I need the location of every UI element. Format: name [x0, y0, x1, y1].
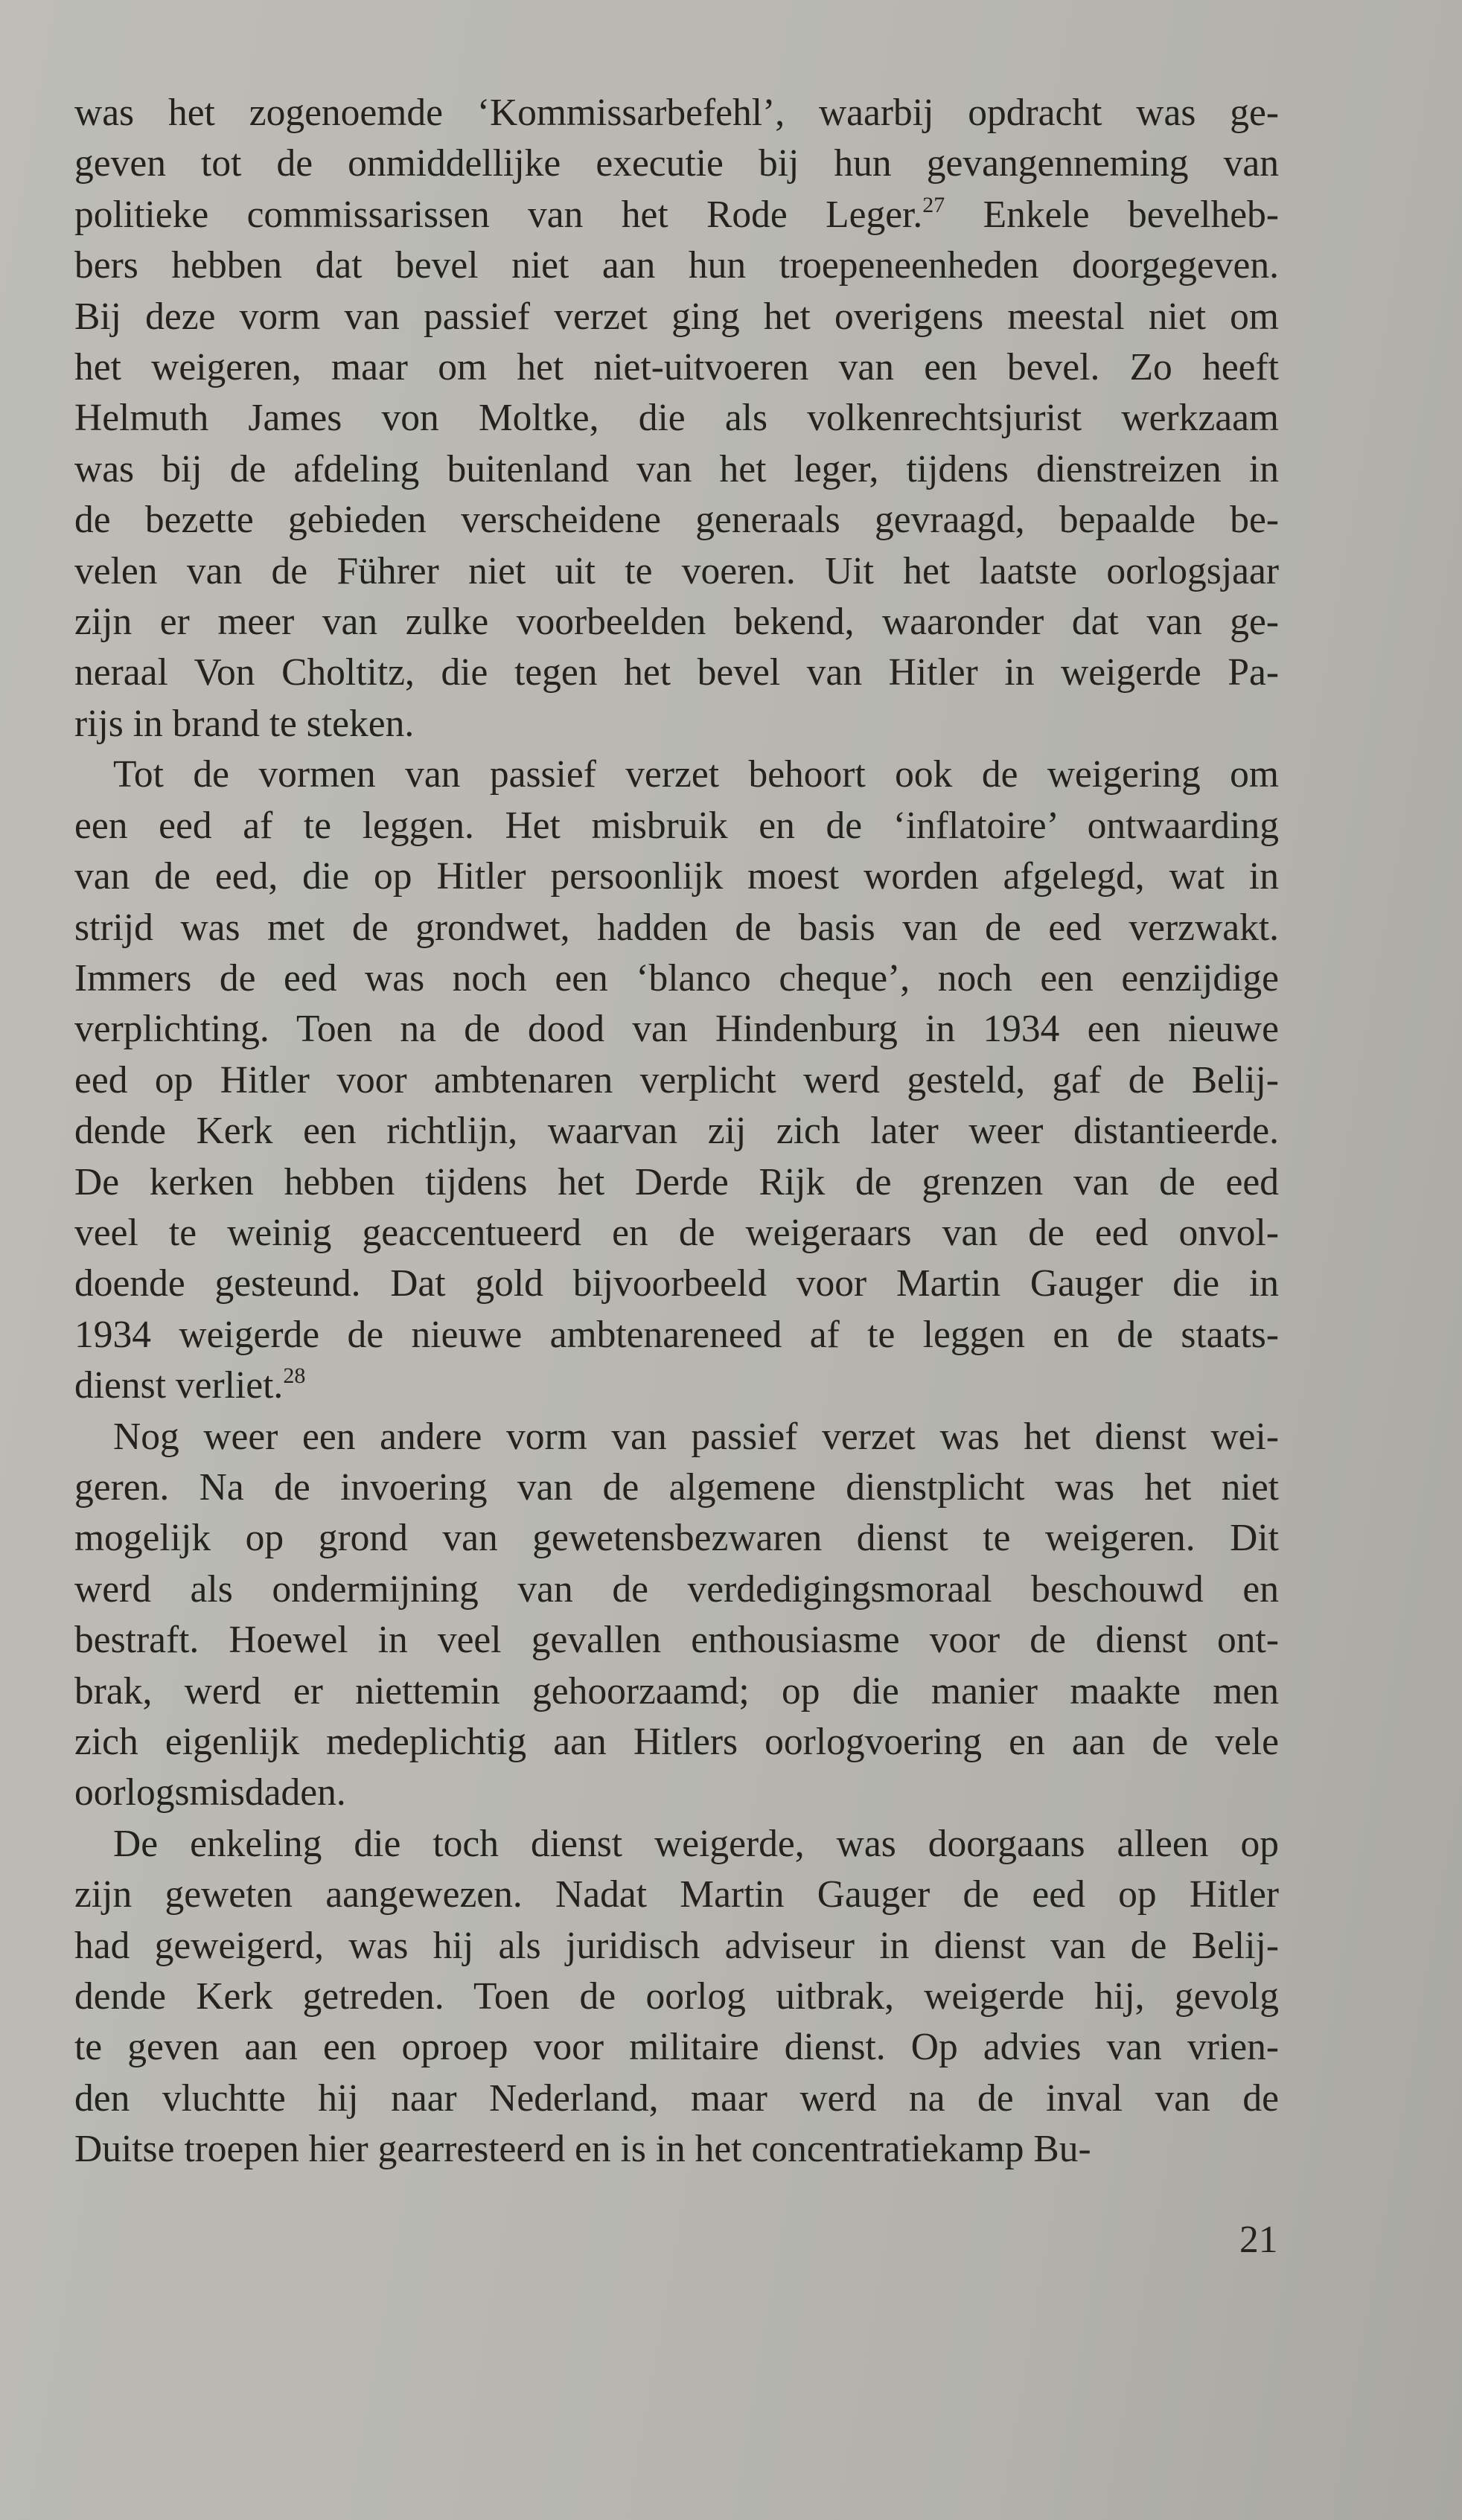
paragraph: [74, 1412, 1279, 1819]
text-line: veel te weinig geaccentueerd en de weigeraars van de eed onvol-: [74, 1211, 1279, 1254]
text-line: te geven aan een oproep voor militaire dienst. Op advies van vrien-: [74, 2026, 1279, 2069]
page-number: 21: [1239, 2219, 1278, 2261]
body-text: [74, 88, 1279, 2175]
text-line: Duitse troepen hier gearresteerd en is in het concentratiekamp Bu-: [74, 2128, 1091, 2171]
text-line: verplichting. Toen na de dood van Hindenburg in 1934 een nieuwe: [74, 1008, 1279, 1051]
text-line: De enkeling die toch dienst weigerde, was doorgaans alleen op: [113, 1822, 1279, 1865]
text-line: Bij deze vorm van passief verzet ging het overigens meestal niet om: [74, 295, 1279, 338]
text-line: rijs in brand te steken.: [74, 702, 415, 745]
text-line: den vluchtte hij naar Nederland, maar werd na de inval van de: [74, 2076, 1279, 2120]
text-line: dienst verliet.$^{28}$: [74, 1363, 306, 1407]
text-line: mogelijk op grond van gewetensbezwaren dienst te weigeren. Dit: [74, 1517, 1279, 1560]
text-line: het weigeren, maar om het niet-uitvoeren van een bevel. Zo heeft: [74, 346, 1279, 389]
text-line: zijn geweten aangewezen. Nadat Martin Gauger de eed op Hitler: [74, 1873, 1279, 1916]
text-line: bestraft. Hoewel in veel gevallen enthousiasme voor de dienst ont-: [74, 1619, 1279, 1662]
text-line: had geweigerd, was hij als juridisch adviseur in dienst van de Belij-: [74, 1924, 1279, 1967]
text-line: brak, werd er niettemin gehoorzaamd; op die manier maakte men: [74, 1669, 1279, 1712]
text-line: strijd was met de grondwet, hadden de basis van de eed verzwakt.: [74, 906, 1279, 949]
text-line: Immers de eed was noch een ‘blanco cheque’, noch een eenzijdige: [74, 956, 1279, 1000]
text-line: een eed af te leggen. Het misbruik en de ‘inflatoire’ ontwaarding: [74, 804, 1279, 847]
text-line: was bij de afdeling buitenland van het leger, tijdens dienstreizen in: [74, 447, 1279, 490]
text-line: werd als ondermijning van de verdedigingsmoraal beschouwd en: [74, 1567, 1279, 1611]
text-line: doende gesteund. Dat gold bijvoorbeeld voor Martin Gauger die in: [74, 1262, 1279, 1305]
text-line: Tot de vormen van passief verzet behoort ook de weigering om: [113, 753, 1279, 796]
text-line: 1934 weigerde de nieuwe ambtenareneed af te leggen en de staats-: [74, 1313, 1279, 1356]
text-line: geren. Na de invoering van de algemene dienstplicht was het niet: [74, 1465, 1279, 1509]
text-line: zijn er meer van zulke voorbeelden bekend, waaronder dat van ge-: [74, 601, 1279, 644]
text-line: was het zogenoemde ‘Kommissarbefehl’, waarbij opdracht was ge-: [74, 92, 1279, 134]
footnote-marker: 28: [283, 1363, 306, 1389]
text-line: geven tot de onmiddellijke executie bij hun gevangenneming van: [74, 142, 1279, 185]
text-line: Helmuth James von Moltke, die als volkenrechtsjurist werkzaam: [74, 397, 1279, 440]
text-line: de bezette gebieden verscheidene generaals gevraagd, bepaalde be-: [74, 499, 1279, 542]
paragraph: [74, 1819, 1279, 2175]
text-line: dende Kerk een richtlijn, waarvan zij zich later weer distantieerde.: [74, 1110, 1279, 1153]
text-line: velen van de Führer niet uit te voeren. Uit het laatste oorlogsjaar: [74, 549, 1279, 592]
text-line: dende Kerk getreden. Toen de oorlog uitbrak, weigerde hij, gevolg: [74, 1975, 1279, 2018]
footnote-marker: 27: [922, 192, 945, 217]
text-line: van de eed, die op Hitler persoonlijk moest worden afgelegd, wat in: [74, 855, 1279, 898]
text-line: zich eigenlijk medeplichtig aan Hitlers oorlogvoering en aan de vele: [74, 1721, 1279, 1763]
text-line: oorlogsmisdaden.: [74, 1771, 346, 1814]
text-line: neraal Von Choltitz, die tegen het bevel van Hitler in weigerde Pa-: [74, 651, 1279, 694]
paragraph: [74, 749, 1279, 1411]
text-line: bers hebben dat bevel niet aan hun troepeneenheden doorgegeven.: [74, 244, 1279, 287]
text-line: eed op Hitler voor ambtenaren verplicht werd gesteld, gaf de Belij-: [74, 1058, 1279, 1101]
paragraph: [74, 88, 1279, 749]
text-line: Nog weer een andere vorm van passief verzet was het dienst wei-: [113, 1415, 1279, 1458]
text-line: De kerken hebben tijdens het Derde Rijk de grenzen van de eed: [74, 1160, 1279, 1203]
text-line: politieke commissarissen van het Rode Leger.$^{27}$ Enkele bevelheb-: [74, 192, 1279, 236]
